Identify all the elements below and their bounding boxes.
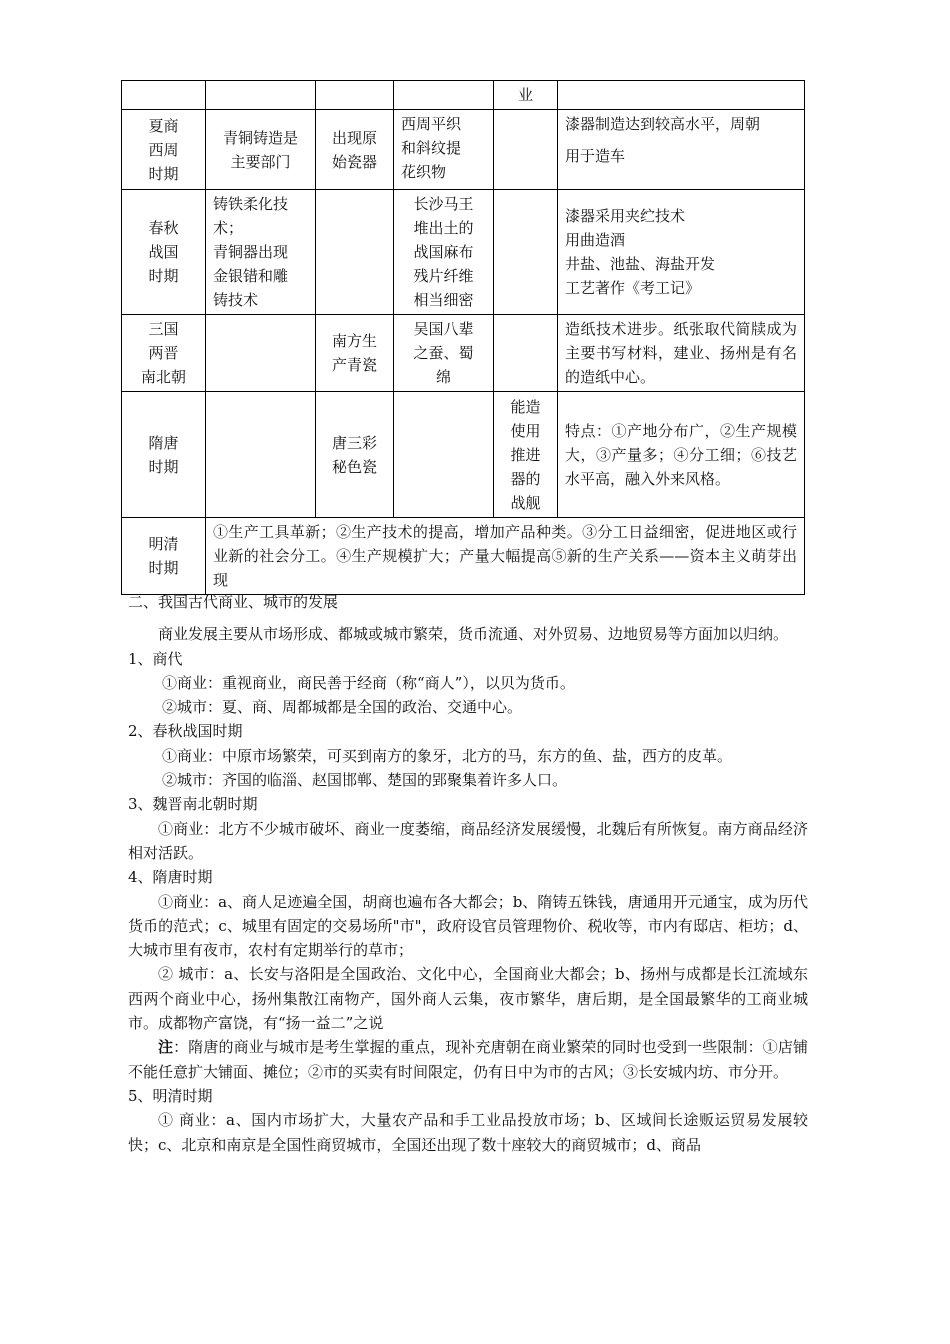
intro-paragraph: 商业发展主要从市场形成、都城或城市繁荣，货币流通、对外贸易、边地贸易等方面加以归纳。 xyxy=(158,625,789,644)
note-paragraph xyxy=(128,1035,808,1084)
section-title: 二、我国古代商业、城市的发展 xyxy=(128,593,339,611)
metal-cell: 青铜铸造是 主要部门 xyxy=(206,110,316,190)
paragraph: ②城市：夏、商、周都城都是全国的政治、交通中心。 xyxy=(162,698,523,717)
ceramic-cell: 南方生 产青瓷 xyxy=(316,315,394,392)
metal-cell xyxy=(206,392,316,518)
table-row xyxy=(122,81,805,110)
paragraph: ①商业：中原市场繁荣，可买到南方的象牙，北方的马，东方的鱼、盐，西方的皮革。 xyxy=(162,746,733,765)
table-row xyxy=(122,110,805,190)
note-text: ：隋唐的商业与城市是考生掌握的重点，现补充唐朝在商业繁荣的同时也受到一些限制：①店铺不能任意扩大铺面、摊位；②市的买卖有时间限定，仍有日中为市的古风；③长安城内坊、市分开。 xyxy=(128,1038,808,1081)
subsection-title: 1、商代 xyxy=(128,649,183,668)
ceramic-cell xyxy=(316,190,394,315)
metal-cell: 铸铁柔化技 术； 青铜器出现 金银错和雕 铸技术 xyxy=(206,190,316,315)
note-label: 注 xyxy=(158,1038,174,1057)
era-cell: 夏商 西周 时期 xyxy=(122,110,206,190)
table-row xyxy=(122,315,805,392)
body-text xyxy=(128,590,808,1157)
table-row xyxy=(122,190,805,315)
table-cell: 业 xyxy=(494,81,558,110)
textile-cell: 吴国八辈 之蚕、蜀 绵 xyxy=(394,315,494,392)
ship-cell xyxy=(494,110,558,190)
textile-cell xyxy=(394,392,494,518)
paragraph: ①商业：重视商业，商民善于经商（称“商人”），以贝为货币。 xyxy=(162,673,575,692)
handicraft-table xyxy=(121,80,805,595)
table-cell xyxy=(316,81,394,110)
other-cell: 漆器采用夹纻技术 用曲造酒 井盐、池盐、海盐开发 工艺著作《考工记》 xyxy=(558,190,805,315)
textile-cell: 长沙马王 堆出土的 战国麻布 残片纤维 相当细密 xyxy=(394,190,494,315)
subsection-title: 4、隋唐时期 xyxy=(128,868,213,887)
ship-cell xyxy=(494,315,558,392)
ship-cell xyxy=(494,190,558,315)
era-cell: 明清 时期 xyxy=(122,518,206,595)
paragraph: ①商业：a、商人足迹遍全国，胡商也遍布各大都会；b、隋铸五铢钱，唐通用开元通宝，成为历代货币的范式；c、城里有固定的交易场所"市"，政府设官员管理物价、税收等，市内有邸店、柜坊；d、大城市里有夜市，农村有定期举行的草市； xyxy=(128,892,808,960)
ceramic-cell: 出现原 始瓷器 xyxy=(316,110,394,190)
subsection-title: 2、春秋战国时期 xyxy=(128,722,243,741)
metal-cell xyxy=(206,315,316,392)
era-cell: 春秋 战国 时期 xyxy=(122,190,206,315)
era-cell: 三国 两晋 南北朝 xyxy=(122,315,206,392)
summary-cell: ①生产工具革新；②生产技术的提高，增加产品种类。③分工日益细密，促进地区或行业新的社会分工。④生产规模扩大；产量大幅提高⑤新的生产关系——资本主义萌芽出现 xyxy=(206,518,805,595)
table-row xyxy=(122,392,805,518)
subsection-title: 5、明清时期 xyxy=(128,1086,213,1105)
subsection-title: 3、魏晋南北朝时期 xyxy=(128,795,258,814)
other-cell: 漆器制造达到较高水平，周朝 用于造车 xyxy=(558,110,805,190)
other-cell: 造纸技术进步。纸张取代简牍成为主要书写材料，建业、扬州是有名的造纸中心。 xyxy=(558,315,805,392)
table-cell xyxy=(206,81,316,110)
table-cell xyxy=(558,81,805,110)
ceramic-cell: 唐三彩 秘色瓷 xyxy=(316,392,394,518)
textile-cell: 西周平织 和斜纹提 花织物 xyxy=(394,110,494,190)
paragraph: ②城市：齐国的临淄、赵国邯郸、楚国的郢聚集着许多人口。 xyxy=(162,771,568,790)
ship-cell: 能造 使用 推进 器的 战舰 xyxy=(494,392,558,518)
paragraph: ①商业：北方不少城市破坏、商业一度萎缩，商品经济发展缓慢，北魏后有所恢复。南方商品经济相对活跃。 xyxy=(128,819,808,862)
era-cell: 隋唐 时期 xyxy=(122,392,206,518)
paragraph: ② 城市：a、长安与洛阳是全国政治、文化中心，全国商业大都会；b、扬州与成都是长江流域东西两个商业中心，扬州集散江南物产，国外商人云集，夜市繁华，唐后期，是全国最繁华的工商业城市。成都物产富饶，有“扬一益二”之说 xyxy=(128,965,808,1033)
table-row xyxy=(122,518,805,595)
other-cell: 特点：①产地分布广，②生产规模大，③产量多；④分工细；⑥技艺水平高，融入外来风格。 xyxy=(558,392,805,518)
table-cell xyxy=(394,81,494,110)
paragraph: ① 商业：a、国内市场扩大，大量农产品和手工业品投放市场；b、区域间长途贩运贸易发展较快；c、北京和南京是全国性商贸城市，全国还出现了数十座较大的商贸城市；d、商品 xyxy=(128,1111,808,1154)
table-cell xyxy=(122,81,206,110)
